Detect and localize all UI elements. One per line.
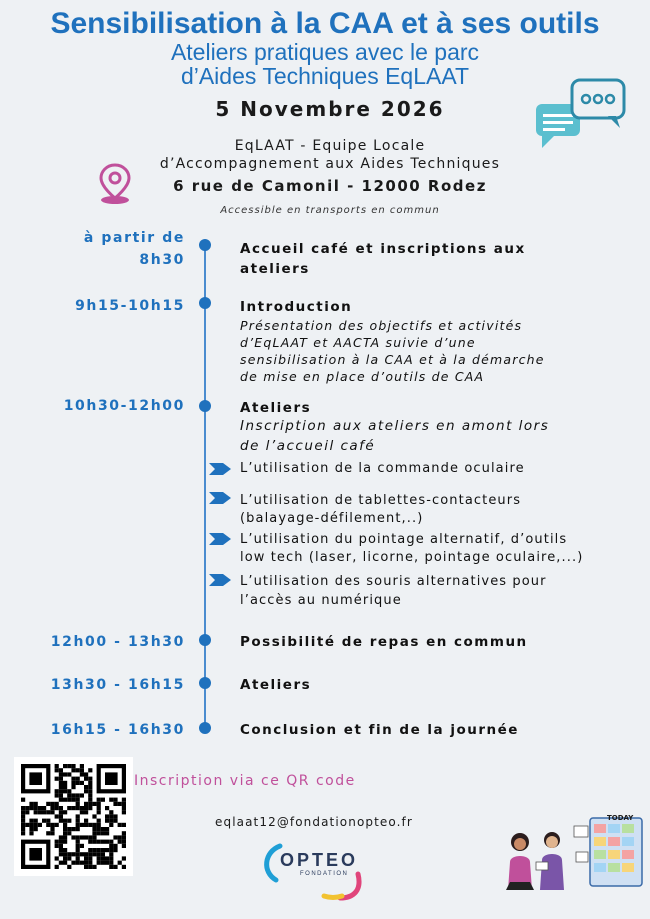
arrow-bullet-icon [209, 574, 233, 586]
workshop-item: L’utilisation des souris alternatives pour [240, 574, 547, 589]
timeline-line [204, 244, 206, 728]
schedule-time: 10h30-12h00 [63, 398, 185, 414]
timeline-dot [199, 722, 211, 734]
schedule-heading: Accueil café et inscriptions aux [240, 241, 526, 257]
schedule-heading: Introduction [240, 299, 353, 315]
org-line1: EqLAAT - Equipe Locale [234, 138, 426, 154]
schedule-time: 9h15-10h15 [75, 298, 185, 314]
subtitle-line1: Ateliers pratiques avec le parc [170, 39, 480, 65]
schedule-desc: de l’accueil café [240, 438, 376, 454]
opteo-logo-subtext: FONDATION [300, 871, 349, 877]
access-note: Accessible en transports en commun [220, 205, 440, 216]
schedule-desc: Présentation des objectifs et activités [240, 318, 523, 333]
schedule-desc: de mise en place d’outils de CAA [240, 369, 485, 384]
event-date: 5 Novembre 2026 [215, 97, 445, 121]
qr-code[interactable] [14, 757, 133, 876]
children-illustration [500, 812, 645, 892]
workshop-item: (balayage-défilement,..) [240, 511, 424, 526]
schedule-time: 13h30 - 16h15 [50, 677, 185, 693]
workshop-item: L’utilisation du pointage alternatif, d’outils [240, 532, 568, 547]
qr-label: Inscription via ce QR code [134, 773, 356, 789]
schedule-desc: sensibilisation à la CAA et à la démarche [240, 352, 545, 367]
calendar-label: TODAY [607, 814, 634, 822]
schedule-heading: Possibilité de repas en commun [240, 634, 528, 650]
schedule-time: 16h15 - 16h30 [50, 722, 185, 738]
org-line2: d’Accompagnement aux Aides Techniques [159, 156, 501, 172]
schedule-desc: Inscription aux ateliers en amont lors [240, 418, 550, 434]
contact-email[interactable]: eqlaat12@fondationopteo.fr [215, 815, 413, 829]
schedule-time: à partir de [83, 230, 185, 246]
timeline-dot [199, 297, 211, 309]
schedule-heading: Ateliers [240, 400, 312, 416]
workshop-item: L’utilisation de tablettes-contacteurs [240, 493, 522, 508]
schedule-heading: Ateliers [240, 677, 312, 693]
opteo-logo [258, 838, 398, 902]
page-title: Sensibilisation à la CAA et à ses outils [50, 7, 600, 40]
timeline-dot [199, 239, 211, 251]
arrow-bullet-icon [209, 533, 233, 545]
subtitle-line2: d’Aides Techniques EqLAAT [180, 63, 470, 89]
timeline-dot [199, 634, 211, 646]
chat-bubbles-icon [534, 78, 630, 152]
arrow-bullet-icon [209, 463, 233, 475]
workshop-item: L’utilisation de la commande oculaire [240, 461, 525, 476]
workshop-item: low tech (laser, licorne, pointage oculaire,...) [240, 550, 584, 565]
timeline-dot [199, 400, 211, 412]
address: 6 rue de Camonil - 12000 Rodez [173, 177, 487, 195]
timeline-dot [199, 677, 211, 689]
schedule-time: 8h30 [139, 252, 185, 268]
schedule-heading: ateliers [240, 261, 310, 277]
opteo-logo-text: OPTEO [280, 850, 359, 870]
schedule-heading: Conclusion et fin de la journée [240, 722, 519, 738]
schedule-desc: d’EqLAAT et AACTA suivie d’une [240, 335, 476, 350]
schedule-time: 12h00 - 13h30 [50, 634, 185, 650]
arrow-bullet-icon [209, 492, 233, 504]
workshop-item: l’accès au numérique [240, 593, 402, 608]
